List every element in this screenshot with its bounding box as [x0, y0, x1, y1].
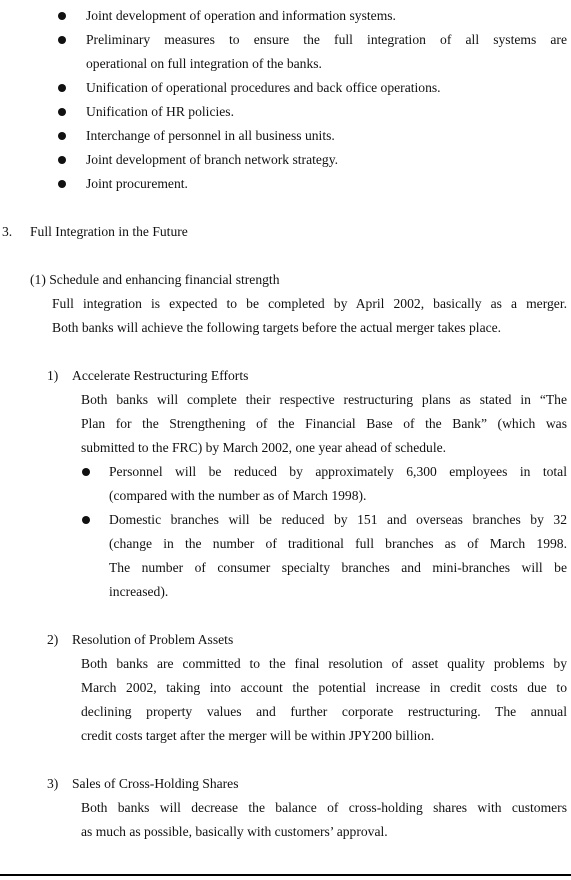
section-title: Full Integration in the Future: [30, 224, 188, 239]
bullet-icon: [58, 180, 66, 188]
paragraph-line: Full integration is expected to be completed by April 2002, basically as a merger.: [52, 296, 567, 311]
paragraph-line: Both banks will complete their respective restructuring plans as stated in “The: [81, 392, 567, 407]
bullet-text-continued: (change in the number of traditional full branches as of March 1998.: [109, 536, 567, 551]
paragraph-line: Plan for the Strengthening of the Financial Base of the Bank” (which was: [81, 416, 567, 431]
paragraph-line: Both banks will decrease the balance of cross-holding shares with customers: [81, 800, 567, 815]
bullet-icon: [82, 468, 90, 476]
bullet-text: Preliminary measures to ensure the full integration of all systems are: [86, 32, 567, 47]
item-title: Accelerate Restructuring Efforts: [72, 368, 249, 383]
bullet-icon: [58, 36, 66, 44]
item-title: Sales of Cross-Holding Shares: [72, 776, 239, 791]
item-number: 3): [47, 776, 59, 791]
bullet-icon: [82, 516, 90, 524]
item-title: Resolution of Problem Assets: [72, 632, 234, 647]
paragraph-line: as much as possible, basically with customers’ approval.: [81, 824, 388, 839]
bullet-text-continued: (compared with the number as of March 1998).: [109, 488, 367, 503]
bullet-icon: [58, 132, 66, 140]
paragraph-line: Both banks are committed to the final resolution of asset quality problems by: [81, 656, 567, 671]
bullet-text: Joint development of branch network strategy.: [86, 152, 339, 167]
bullet-text-continued: operational on full integration of the banks.: [86, 56, 322, 71]
bullet-icon: [58, 12, 66, 20]
bullet-text-continued: The number of consumer specialty branches and mini-branches will be: [109, 560, 567, 575]
bullet-icon: [58, 156, 66, 164]
paragraph-line: declining property values and further corporate restructuring. The annual: [81, 704, 567, 719]
bullet-text: Personnel will be reduced by approximately 6,300 employees in total: [109, 464, 567, 479]
paragraph-line: submitted to the FRC) by March 2002, one year ahead of schedule.: [81, 440, 447, 455]
paragraph-line: credit costs target after the merger will be within JPY200 billion.: [81, 728, 435, 743]
paragraph-line: March 2002, taking into account the potential increase in credit costs due to: [81, 680, 567, 695]
bullet-text: Joint development of operation and information systems.: [86, 8, 396, 23]
subsection-heading: (1) Schedule and enhancing financial strength: [30, 272, 280, 287]
item-number: 1): [47, 368, 59, 383]
bullet-text: Unification of HR policies.: [86, 104, 234, 119]
section-number: 3.: [2, 224, 13, 239]
item-number: 2): [47, 632, 59, 647]
bullet-text: Domestic branches will be reduced by 151 and overseas branches by 32: [109, 512, 567, 527]
bullet-text: Joint procurement.: [86, 176, 188, 191]
bullet-icon: [58, 84, 66, 92]
paragraph-line: Both banks will achieve the following targets before the actual merger takes place.: [52, 320, 502, 335]
page-bottom-border: [0, 874, 571, 876]
bullet-text-continued: increased).: [109, 584, 169, 599]
bullet-text: Interchange of personnel in all business units.: [86, 128, 335, 143]
bullet-icon: [58, 108, 66, 116]
bullet-text: Unification of operational procedures and back office operations.: [86, 80, 441, 95]
